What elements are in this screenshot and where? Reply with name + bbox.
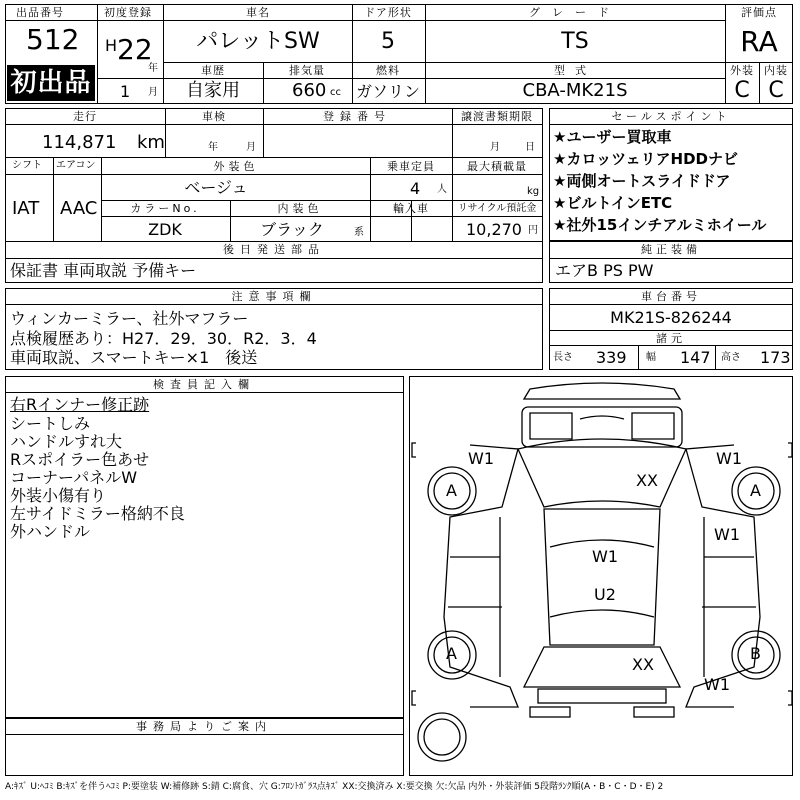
displacement-unit: cc bbox=[330, 87, 341, 98]
notes-line: 点検履歴あり：H27．29．30．R2．3．4 bbox=[10, 329, 317, 348]
model-code-label: 型式 bbox=[554, 64, 596, 77]
interior-grade: C bbox=[768, 78, 784, 103]
damage-mark: W1 bbox=[714, 525, 740, 544]
model-name: パレットSW bbox=[196, 29, 320, 54]
exterior-grade: C bbox=[734, 78, 750, 103]
sales-point-item: ★カロッツェリアHDDナビ bbox=[553, 150, 739, 168]
first-reg-month-unit: 月 bbox=[148, 87, 158, 98]
color-no-label: カラーNo. bbox=[130, 202, 200, 215]
mileage-label: 走行 bbox=[73, 110, 97, 123]
inspection-label: 車検 bbox=[202, 110, 226, 123]
recycle-unit: 円 bbox=[528, 225, 538, 236]
later-parts-value: 保証書 車両取説 予備キー bbox=[10, 261, 197, 280]
inspector-line: 左サイドミラー格納不良 bbox=[10, 504, 185, 523]
model-code-value: CBA-MK21S bbox=[522, 80, 628, 101]
legend-footer: A:ｷｽﾞ U:ﾍｺﾐ B:ｷｽﾞを伴うﾍｺﾐ P:要塗装 W:補修跡 S:錆 C:腐食、穴 G:ﾌﾛﾝﾄｶﾞﾗｽ点ｷｽﾞ XX:交換済み X:要交換 欠:欠品 内外・外装評価 5段階ﾗﾝｸ順(A・B・C・D・E) 2 bbox=[5, 782, 664, 792]
sales-points-label: セールスポイント bbox=[611, 110, 731, 123]
displacement-value: 660 bbox=[292, 80, 327, 101]
fuel-label: 燃料 bbox=[376, 64, 400, 77]
damage-mark: A bbox=[750, 481, 761, 500]
length-label: 長さ bbox=[553, 352, 573, 363]
inspector-line: 右Rインナー修正跡 bbox=[10, 395, 150, 414]
inspector-line: Rスポイラー色あせ bbox=[10, 450, 150, 469]
car-diagram bbox=[409, 376, 793, 776]
first-reg-year-unit: 年 bbox=[148, 63, 158, 74]
first-reg-month: 1 bbox=[120, 82, 131, 101]
capacity-value: 4 bbox=[410, 179, 421, 198]
fuel-value: ガソリン bbox=[355, 82, 421, 101]
exterior-color-value: ベージュ bbox=[184, 178, 248, 197]
score-label: 評価点 bbox=[741, 6, 777, 19]
damage-mark: A bbox=[446, 644, 457, 663]
reg-number-label: 登録番号 bbox=[323, 110, 391, 123]
equipment-label: 純正装備 bbox=[641, 243, 701, 256]
inspector-line: シートしみ bbox=[10, 414, 91, 433]
max-load-unit: kg bbox=[527, 186, 540, 197]
notes-line: 車両取説、スマートキー×1 後送 bbox=[10, 348, 258, 367]
transfer-label: 譲渡書類期限 bbox=[461, 110, 533, 123]
mileage-unit: km bbox=[137, 132, 165, 153]
chassis-value: MK21S-826244 bbox=[610, 308, 732, 327]
aircon-label: エアコン bbox=[56, 160, 96, 171]
door-label: ドア形状 bbox=[364, 6, 412, 19]
first-reg-era: H bbox=[105, 36, 118, 55]
transfer-month-unit: 月 bbox=[490, 142, 500, 153]
width-label: 幅 bbox=[646, 352, 656, 363]
displacement-label: 排気量 bbox=[289, 64, 325, 77]
door-value: 5 bbox=[381, 29, 395, 54]
interior-color-suffix: 系 bbox=[354, 227, 364, 238]
damage-mark: U2 bbox=[594, 585, 616, 604]
height-value: 173 bbox=[760, 348, 791, 367]
recycle-value: 10,270 bbox=[466, 220, 522, 239]
car-outline-svg bbox=[410, 377, 794, 777]
chassis-label: 車台番号 bbox=[641, 290, 701, 303]
exterior-color-label: 外装色 bbox=[213, 160, 259, 173]
sales-point-item: ★両側オートスライドドア bbox=[553, 172, 731, 190]
interior-label: 内装 bbox=[764, 64, 788, 77]
damage-mark: W1 bbox=[704, 675, 730, 694]
notes-label: 注意事項欄 bbox=[231, 290, 317, 303]
transfer-day-unit: 日 bbox=[525, 142, 535, 153]
history-label: 車歴 bbox=[201, 64, 225, 77]
damage-mark: XX bbox=[636, 471, 658, 490]
grade-value: TS bbox=[561, 29, 589, 54]
inspector-line: 外装小傷有り bbox=[10, 486, 107, 505]
interior-color-value: ブラック bbox=[260, 220, 324, 239]
lot-number: 512 bbox=[26, 23, 80, 56]
inspector-line: コーナーパネルW bbox=[10, 468, 138, 487]
capacity-unit: 人 bbox=[437, 184, 447, 195]
model-name-label: 車名 bbox=[246, 6, 270, 19]
history-value: 自家用 bbox=[186, 80, 240, 101]
inspection-month-unit: 月 bbox=[246, 142, 256, 153]
dims-label: 諸元 bbox=[656, 332, 686, 345]
damage-mark: A bbox=[446, 481, 457, 500]
inspector-line: 外ハンドル bbox=[10, 522, 91, 541]
sales-point-item: ★社外15インチアルミホイール bbox=[553, 216, 767, 234]
interior-color-label: 内装色 bbox=[277, 202, 323, 215]
inspector-label: 検査員記入欄 bbox=[153, 378, 255, 391]
inspection-year-unit: 年 bbox=[208, 142, 218, 153]
sales-point-item: ★ビルトインETC bbox=[553, 194, 673, 212]
lot-number-label: 出品番号 bbox=[16, 6, 64, 19]
damage-mark: XX bbox=[632, 655, 654, 674]
import-label: 輸入車 bbox=[393, 202, 429, 215]
first-reg-label: 初度登録 bbox=[104, 6, 152, 19]
exterior-label: 外装 bbox=[730, 64, 754, 77]
color-no-value: ZDK bbox=[148, 220, 182, 239]
score-value: RA bbox=[740, 25, 778, 58]
mileage-value: 114,871 bbox=[42, 132, 117, 153]
notes-line: ウィンカーミラー、社外マフラー bbox=[10, 309, 249, 328]
later-parts-label: 後日発送部品 bbox=[223, 243, 325, 256]
recycle-label: リサイクル預託金 bbox=[457, 203, 537, 214]
width-value: 147 bbox=[680, 348, 711, 367]
shift-value: IAT bbox=[12, 198, 40, 219]
grade-label: グレード bbox=[529, 6, 621, 19]
shift-label: シフト bbox=[12, 160, 42, 171]
capacity-label: 乗車定員 bbox=[387, 160, 435, 173]
first-time-badge: 初出品 bbox=[7, 65, 95, 101]
height-label: 高さ bbox=[721, 352, 741, 363]
equipment-value: エアB PS PW bbox=[555, 261, 654, 280]
first-reg-year: 22 bbox=[117, 33, 153, 66]
damage-mark: W1 bbox=[592, 547, 618, 566]
damage-mark: W1 bbox=[468, 449, 494, 468]
max-load-label: 最大積載量 bbox=[467, 160, 527, 173]
inspector-line: ハンドルすれ大 bbox=[10, 432, 123, 451]
aircon-value: AAC bbox=[60, 198, 98, 219]
office-label: 事務局よりご案内 bbox=[136, 720, 272, 733]
damage-mark: B bbox=[750, 644, 761, 663]
damage-mark: W1 bbox=[716, 449, 742, 468]
length-value: 339 bbox=[596, 348, 627, 367]
sales-point-item: ★ユーザー買取車 bbox=[553, 128, 672, 146]
